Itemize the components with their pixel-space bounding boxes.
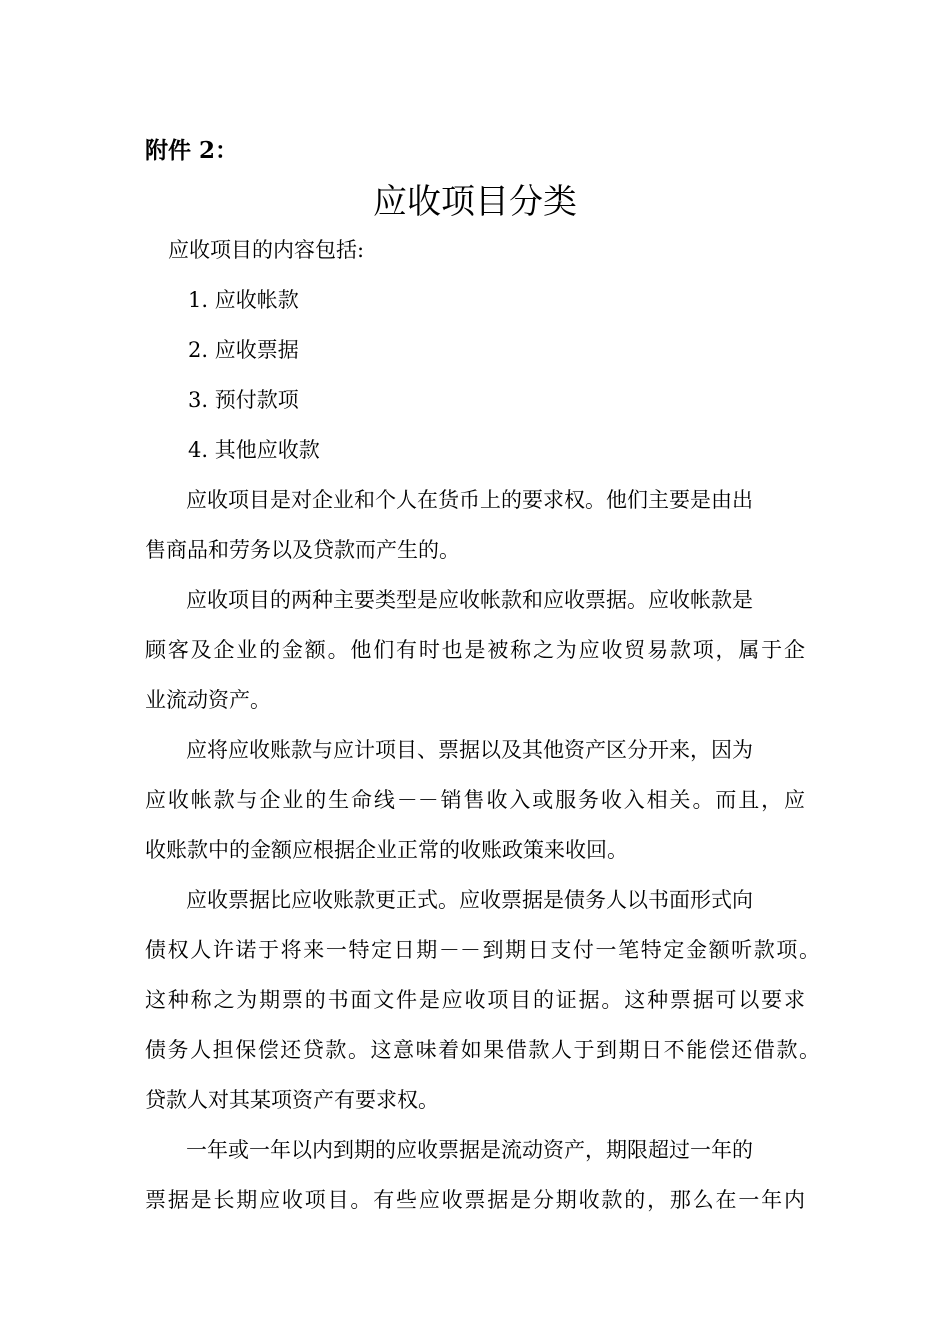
attachment-label: 附件 2： <box>145 137 239 164</box>
paragraph-line: 应收项目是对企业和个人在货币上的要求权。他们主要是由出 <box>186 488 753 512</box>
paragraph-line: 贷款人对其某项资产有要求权。 <box>145 1088 439 1112</box>
paragraph-line: 一年或一年以内到期的应收票据是流动资产，期限超过一年的 <box>186 1138 753 1162</box>
document-title: 应收项目分类 <box>373 182 577 222</box>
paragraph-line: 应将应收账款与应计项目、票据以及其他资产区分开来，因为 <box>186 738 753 762</box>
paragraph-line: 售商品和劳务以及贷款而产生的。 <box>145 538 460 562</box>
paragraph-line: 顾客及企业的金额。他们有时也是被称之为应收贸易款项，属于企 <box>145 638 805 662</box>
paragraph-line: 这种称之为期票的书面文件是应收项目的证据。这种票据可以要求 <box>145 988 805 1012</box>
list-item: 1. 应收帐款 <box>188 288 299 312</box>
intro-text: 应收项目的内容包括: <box>168 238 365 262</box>
list-item: 2. 应收票据 <box>188 338 299 362</box>
paragraph-line: 应收项目的两种主要类型是应收帐款和应收票据。应收帐款是 <box>186 588 753 612</box>
list-item: 4. 其他应收款 <box>188 438 320 462</box>
paragraph-line: 债权人许诺于将来一特定日期－－到期日支付一笔特定金额听款项。 <box>145 938 820 962</box>
paragraph-line: 收账款中的金额应根据企业正常的收账政策来收回。 <box>145 838 628 862</box>
paragraph-line: 债务人担保偿还贷款。这意味着如果借款人于到期日不能偿还借款。 <box>145 1038 820 1062</box>
list-item: 3. 预付款项 <box>188 388 299 412</box>
paragraph-line: 应收票据比应收账款更正式。应收票据是债务人以书面形式向 <box>186 888 753 912</box>
paragraph-line: 票据是长期应收项目。有些应收票据是分期收款的，那么在一年内 <box>145 1188 805 1212</box>
paragraph-line: 业流动资产。 <box>145 688 271 712</box>
paragraph-line: 应收帐款与企业的生命线－－销售收入或服务收入相关。而且，应 <box>145 788 805 812</box>
